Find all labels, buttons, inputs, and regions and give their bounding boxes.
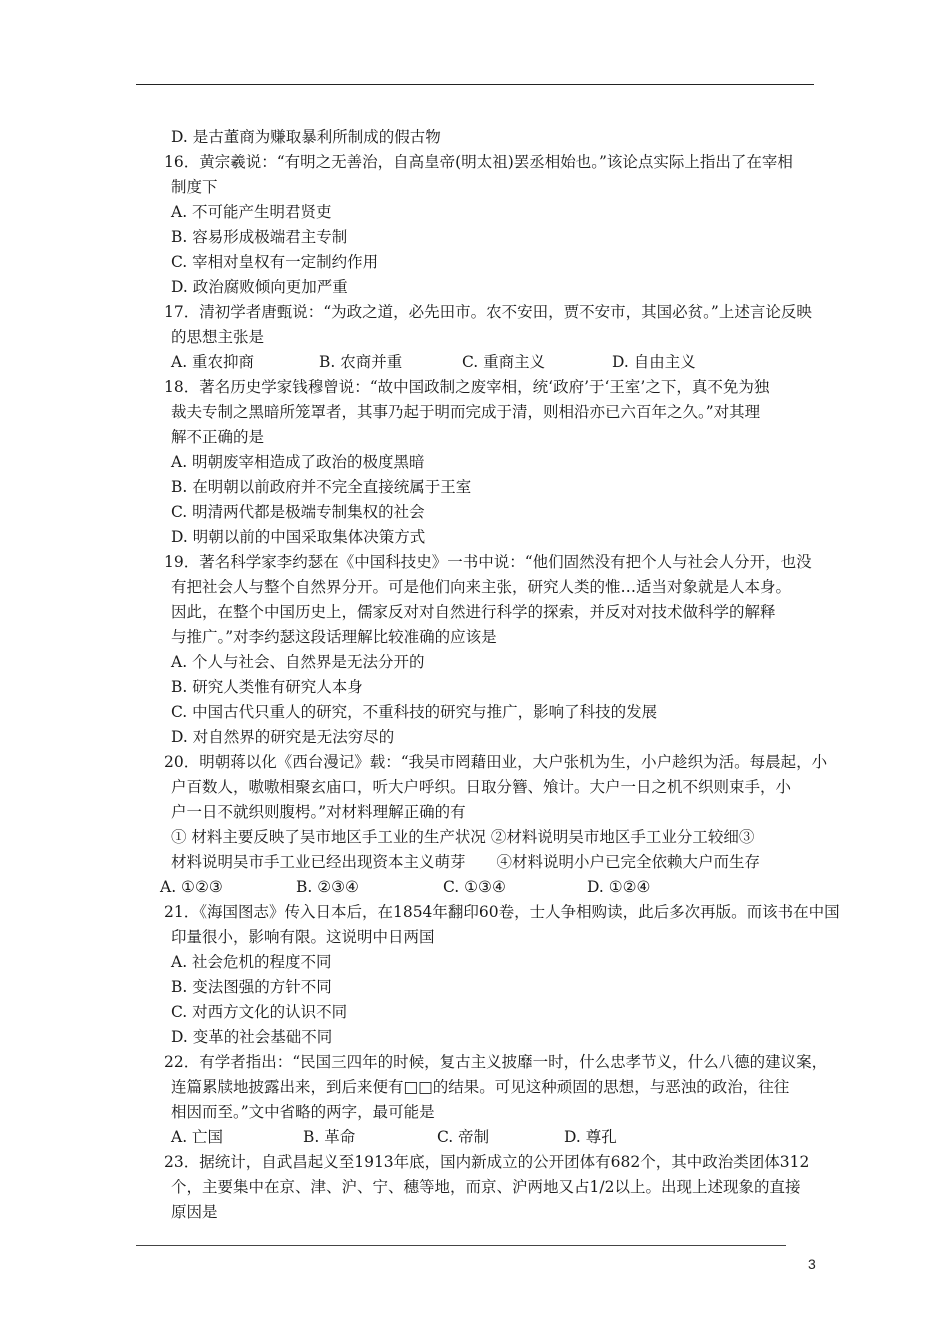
question-20: 20．明朝蒋以化《西台漫记》载：“我吴市罔藉田业，大户张机为生，小户趁织为活。每晨起，小: [164, 753, 828, 771]
option-b: B. ②③④: [296, 878, 359, 896]
page-number: 3: [808, 1256, 816, 1272]
option-line: A. 社会危机的程度不同: [171, 953, 332, 971]
option-line: C. 宰相对皇权有一定制约作用: [171, 253, 379, 271]
question-continuation: 的思想主张是: [171, 328, 265, 346]
question-continuation: 因此，在整个中国历史上，儒家反对对自然进行科学的探索，并反对对技术做科学的解释: [171, 603, 776, 621]
option-line: D. 是古董商为赚取暴利所制成的假古物: [171, 128, 441, 146]
question-18: 18．著名历史学家钱穆曾说：“故中国政制之废宰相，统‘政府’于‘王室’之下，真不免为独: [164, 378, 770, 396]
option-line: A. 个人与社会、自然界是无法分开的: [171, 653, 425, 671]
q20-options-row: [0, 877, 950, 897]
option-line: A. 不可能产生明君贤吏: [171, 203, 332, 221]
q22-options-row: [0, 1127, 950, 1147]
option-line: B. 在明朝以前政府并不完全直接统属于王室: [171, 478, 472, 496]
question-19: 19．著名科学家李约瑟在《中国科技史》一书中说：“他们固然没有把个人与社会人分开，也没: [164, 553, 812, 571]
option-a: A. 重农抑商: [171, 353, 255, 371]
question-continuation: 解不正确的是: [171, 428, 265, 446]
option-line: C. 中国古代只重人的研究，不重科技的研究与推广，影响了科技的发展: [171, 703, 658, 721]
option-d: D. 尊孔: [564, 1128, 617, 1146]
option-c: C. ①③④: [443, 878, 506, 896]
statement-line: 材料说明吴市手工业已经出现资本主义萌芽 ④材料说明小户已完全依赖大户而生存: [171, 853, 761, 871]
question-21: 21．《海国图志》传入日本后，在1854年翻印60卷，士人争相购读，此后多次再版。而该书在中国: [164, 903, 840, 921]
question-22: 22．有学者指出：“民国三四年的时候，复古主义披靡一时，什么忠孝节义，什么八德的建议案，: [164, 1053, 828, 1071]
option-b: B. 农商并重: [319, 353, 403, 371]
option-line: C. 对西方文化的认识不同: [171, 1003, 348, 1021]
question-continuation: 连篇累牍地披露出来，到后来便有□□的结果。可见这种顽固的思想，与恶浊的政治，往往: [171, 1078, 790, 1096]
option-a: A. ①②③: [160, 878, 223, 896]
question-continuation: 裁夫专制之黑暗所笼罩者，其事乃起于明而完成于清，则相沿亦已六百年之久。”对其理: [171, 403, 761, 421]
option-c: C. 重商主义: [462, 353, 546, 371]
header-rule: [136, 84, 814, 85]
question-continuation: 相因而至。”文中省略的两字，最可能是: [171, 1103, 435, 1121]
option-line: D. 对自然界的研究是无法穷尽的: [171, 728, 395, 746]
option-a: A. 亡国: [171, 1128, 224, 1146]
question-16: 16．黄宗羲说：“有明之无善治，自高皇帝(明太祖)罢丞相始也。”该论点实际上指出了在宰相: [164, 153, 793, 171]
question-continuation: 制度下: [171, 178, 218, 196]
question-continuation: 与推广。”对李约瑟这段话理解比较准确的应该是: [171, 628, 497, 646]
option-line: A. 明朝废宰相造成了政治的极度黑暗: [171, 453, 425, 471]
question-continuation: 印量很小，影响有限。这说明中日两国: [171, 928, 435, 946]
option-line: D. 明朝以前的中国采取集体决策方式: [171, 528, 426, 546]
option-line: D. 政治腐败倾向更加严重: [171, 278, 348, 296]
question-continuation: 有把社会人与整个自然界分开。可是他们向来主张，研究人类的惟…适当对象就是人本身。: [171, 578, 792, 596]
question-continuation: 原因是: [171, 1203, 218, 1221]
q17-options-row: [0, 352, 950, 372]
option-line: B. 容易形成极端君主专制: [171, 228, 348, 246]
footer-rule: [136, 1245, 786, 1246]
statement-line: ① 材料主要反映了吴市地区手工业的生产状况 ②材料说明吴市地区手工业分工较细③: [171, 828, 755, 846]
option-line: B. 变法图强的方针不同: [171, 978, 332, 996]
option-d: D. ①②④: [587, 878, 651, 896]
option-line: B. 研究人类惟有研究人本身: [171, 678, 363, 696]
option-b: B. 革命: [303, 1128, 356, 1146]
question-23: 23．据统计，自武昌起义至1913年底，国内新成立的公开团体有682个，其中政治类团体312: [164, 1153, 810, 1171]
option-d: D. 自由主义: [612, 353, 696, 371]
question-continuation: 户百数人，嗷嗷相聚玄庙口，听大户呼织。日取分簪、飧计。大户一日之机不织则束手，小: [171, 778, 792, 796]
option-line: C. 明清两代都是极端专制集权的社会: [171, 503, 425, 521]
question-continuation: 户一日不就织则腹枵。”对材料理解正确的有: [171, 803, 466, 821]
option-c: C. 帝制: [437, 1128, 490, 1146]
question-17: 17．清初学者唐甄说：“为政之道，必先田市。农不安田，贾不安市，其国必贫。”上述言论反映: [164, 303, 812, 321]
option-line: D. 变革的社会基础不同: [171, 1028, 333, 1046]
question-continuation: 个，主要集中在京、津、沪、宁、穗等地，而京、沪两地又占1/2以上。出现上述现象的直接: [171, 1178, 801, 1196]
